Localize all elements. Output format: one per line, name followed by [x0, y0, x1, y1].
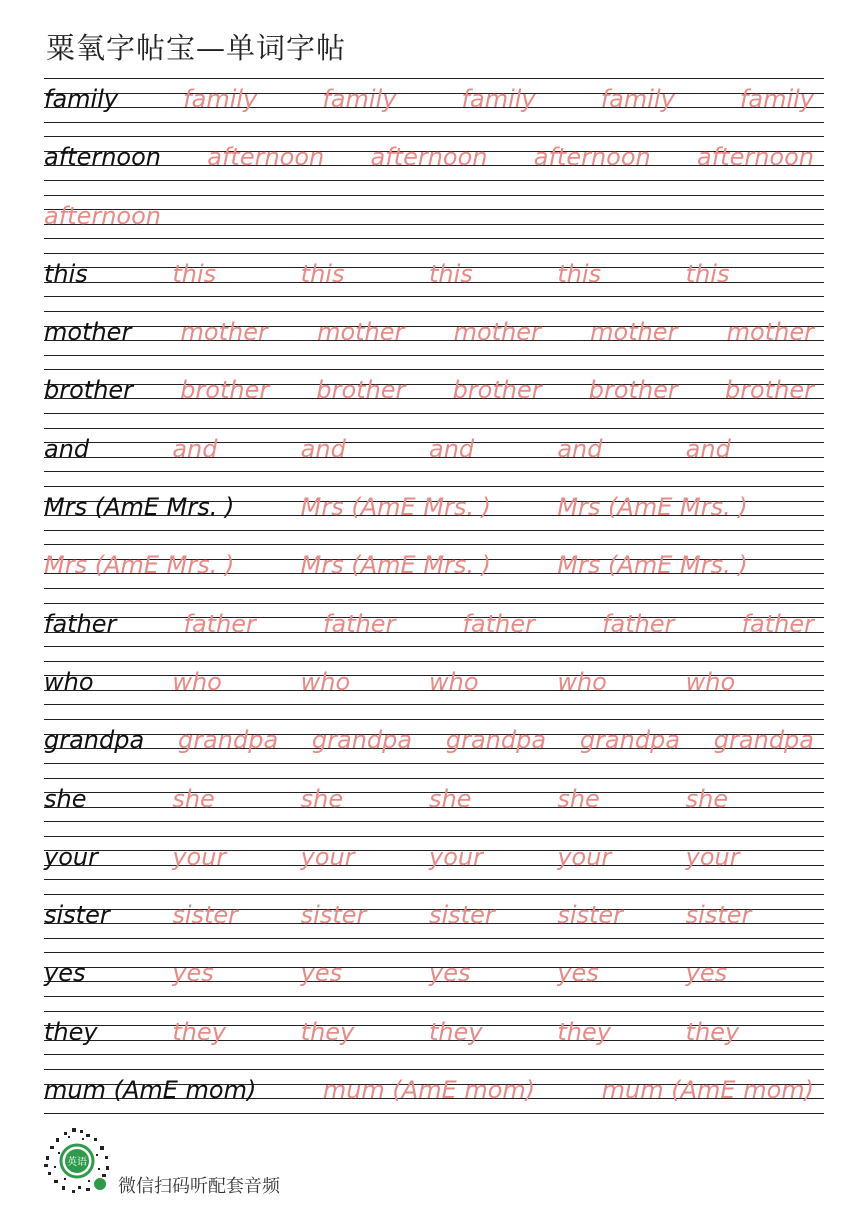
trace-word: family — [461, 85, 536, 113]
trace-word: and — [685, 434, 731, 463]
trace-word: she — [172, 784, 215, 813]
trace-word: yes — [557, 959, 599, 988]
practice-word: this — [44, 259, 88, 288]
copy-row — [44, 778, 824, 836]
trace-word: who — [557, 667, 607, 696]
practice-word: your — [44, 842, 98, 871]
trace-word: yes — [685, 959, 728, 988]
copy-row — [44, 311, 824, 369]
trace-word: Mrs (AmE Mrs. ) — [557, 551, 748, 580]
rule-line — [44, 122, 824, 123]
rule-line — [44, 588, 824, 589]
trace-word: Mrs (AmE Mrs. ) — [44, 551, 235, 580]
rule-line — [44, 996, 824, 997]
rule-line — [44, 209, 824, 210]
trace-word: grandpa — [445, 726, 547, 755]
rule-line — [44, 632, 824, 633]
trace-word: brother — [724, 376, 814, 405]
trace-word: who — [429, 667, 479, 696]
rule-line — [44, 1113, 824, 1114]
copy-row — [44, 719, 824, 777]
rule-line — [44, 471, 824, 472]
practice-word: afternoon — [44, 143, 161, 172]
trace-word: they — [557, 1017, 611, 1046]
rule-line — [44, 748, 824, 749]
trace-word: this — [429, 259, 473, 288]
practice-word: mother — [44, 318, 132, 347]
rule-line — [44, 661, 824, 662]
trace-word: brother — [588, 376, 678, 405]
rule-line — [44, 428, 824, 429]
trace-word: grandpa — [713, 726, 814, 755]
rule-line — [44, 107, 824, 108]
rule-line — [44, 544, 824, 545]
trace-word: mother — [590, 318, 678, 347]
trace-word: grandpa — [311, 726, 413, 755]
trace-word: afternoon — [207, 143, 325, 172]
rule-line — [44, 384, 824, 385]
trace-word: sister — [557, 901, 624, 930]
trace-word: mum (AmE mom) — [322, 1076, 536, 1105]
trace-word: Mrs (AmE Mrs. ) — [300, 493, 492, 522]
practice-word: mum (AmE mom) — [44, 1076, 257, 1105]
rule-line — [44, 952, 824, 953]
trace-word: sister — [300, 901, 367, 930]
trace-word: this — [172, 259, 217, 288]
copy-row — [44, 603, 824, 661]
trace-word: Mrs (AmE Mrs. ) — [300, 551, 492, 580]
trace-word: family — [739, 85, 814, 113]
rule-line — [44, 778, 824, 779]
trace-word: she — [429, 784, 472, 813]
practice-word: father — [44, 609, 117, 638]
rule-line — [44, 836, 824, 837]
rule-line — [44, 195, 824, 196]
trace-word: mother — [453, 318, 541, 347]
rule-line — [44, 326, 824, 327]
page-title: 粟氧字帖宝—单词字帖 — [46, 31, 347, 65]
scan-hint-text: 微信扫码听配套音频 — [118, 1176, 280, 1197]
trace-word: who — [685, 667, 736, 696]
copy-row — [44, 544, 824, 602]
rule-line — [44, 93, 824, 94]
rule-line — [44, 224, 824, 225]
trace-word: family — [183, 85, 258, 113]
trace-word: brother — [180, 376, 270, 405]
trace-word: grandpa — [177, 726, 279, 755]
copy-row — [44, 836, 824, 894]
trace-word: and — [429, 434, 475, 463]
trace-word: afternoon — [44, 201, 161, 230]
trace-word: sister — [685, 901, 752, 930]
rule-line — [44, 398, 824, 399]
trace-word: this — [557, 259, 602, 288]
trace-word: yes — [429, 959, 471, 988]
rule-line — [44, 530, 824, 531]
rule-line — [44, 253, 824, 254]
trace-word: your — [300, 842, 355, 871]
practice-word: they — [44, 1017, 98, 1046]
copy-row — [44, 78, 824, 136]
trace-word: afternoon — [697, 143, 814, 172]
practice-word: Mrs (AmE Mrs. ) — [44, 493, 235, 522]
practice-word: she — [44, 784, 87, 813]
trace-word: family — [322, 85, 397, 113]
trace-word: brother — [452, 376, 542, 405]
practice-word: sister — [44, 901, 110, 930]
rule-line — [44, 646, 824, 647]
trace-word: and — [172, 434, 218, 463]
practice-word: yes — [44, 959, 86, 988]
copy-row — [44, 1011, 824, 1069]
copy-row — [44, 661, 824, 719]
trace-word: afternoon — [533, 143, 651, 172]
trace-word: and — [557, 434, 603, 463]
trace-word: this — [300, 259, 345, 288]
rule-line — [44, 238, 824, 239]
rule-line — [44, 1011, 824, 1012]
rule-line — [44, 78, 824, 79]
trace-word: yes — [300, 959, 343, 988]
rule-line — [44, 486, 824, 487]
rule-line — [44, 413, 824, 414]
trace-word: mum (AmE mom) — [601, 1076, 814, 1105]
trace-word: they — [300, 1017, 355, 1046]
rule-line — [44, 1054, 824, 1055]
copy-row — [44, 253, 824, 311]
trace-word: and — [300, 434, 346, 463]
trace-word: mother — [726, 318, 814, 347]
trace-word: grandpa — [579, 726, 681, 755]
trace-word: she — [685, 784, 729, 813]
rule-line — [44, 296, 824, 297]
copy-row — [44, 369, 824, 427]
rule-line — [44, 704, 824, 705]
trace-word: your — [172, 842, 227, 871]
trace-word: they — [685, 1017, 740, 1046]
rule-line — [44, 355, 824, 356]
practice-word: grandpa — [44, 726, 145, 755]
trace-word: mother — [317, 318, 405, 347]
trace-word: sister — [172, 901, 239, 930]
trace-word: she — [557, 784, 600, 813]
rule-line — [44, 734, 824, 735]
rule-line — [44, 340, 824, 341]
copy-row — [44, 894, 824, 952]
trace-word: your — [685, 842, 740, 871]
copy-row — [44, 195, 824, 253]
rule-line — [44, 821, 824, 822]
trace-word: yes — [172, 959, 214, 988]
qr-code-icon[interactable] — [42, 1126, 112, 1196]
rule-line — [44, 719, 824, 720]
copy-row — [44, 952, 824, 1010]
practice-word: family — [44, 85, 119, 113]
copybook-sheet — [44, 78, 824, 1127]
copy-row — [44, 428, 824, 486]
rule-line — [44, 617, 824, 618]
trace-word: your — [557, 842, 612, 871]
trace-word: who — [172, 667, 222, 696]
copy-row — [44, 1069, 824, 1127]
trace-word: they — [172, 1017, 226, 1046]
rule-line — [44, 879, 824, 880]
badge-label: 英语 — [67, 1157, 87, 1168]
practice-word: who — [44, 667, 94, 696]
copy-row — [44, 486, 824, 544]
trace-word: father — [183, 609, 256, 638]
trace-word: brother — [316, 376, 406, 405]
practice-word: brother — [44, 376, 134, 405]
trace-word: father — [323, 609, 396, 638]
rule-line — [44, 894, 824, 895]
trace-word: Mrs (AmE Mrs. ) — [557, 493, 748, 522]
rule-line — [44, 180, 824, 181]
trace-word: who — [300, 667, 351, 696]
trace-word: afternoon — [370, 143, 488, 172]
trace-word: father — [462, 609, 535, 638]
rule-line — [44, 603, 824, 604]
trace-word: this — [685, 259, 730, 288]
trace-word: sister — [429, 901, 495, 930]
rule-line — [44, 136, 824, 137]
practice-word: and — [44, 434, 90, 463]
rule-line — [44, 1069, 824, 1070]
copy-row — [44, 136, 824, 194]
trace-word: father — [602, 609, 675, 638]
rule-line — [44, 938, 824, 939]
rule-line — [44, 369, 824, 370]
trace-word: father — [741, 609, 814, 638]
trace-word: they — [429, 1017, 483, 1046]
rule-line — [44, 763, 824, 764]
trace-word: your — [429, 842, 483, 871]
trace-word: mother — [180, 318, 268, 347]
trace-word: she — [300, 784, 344, 813]
rule-line — [44, 311, 824, 312]
trace-word: family — [600, 85, 675, 113]
